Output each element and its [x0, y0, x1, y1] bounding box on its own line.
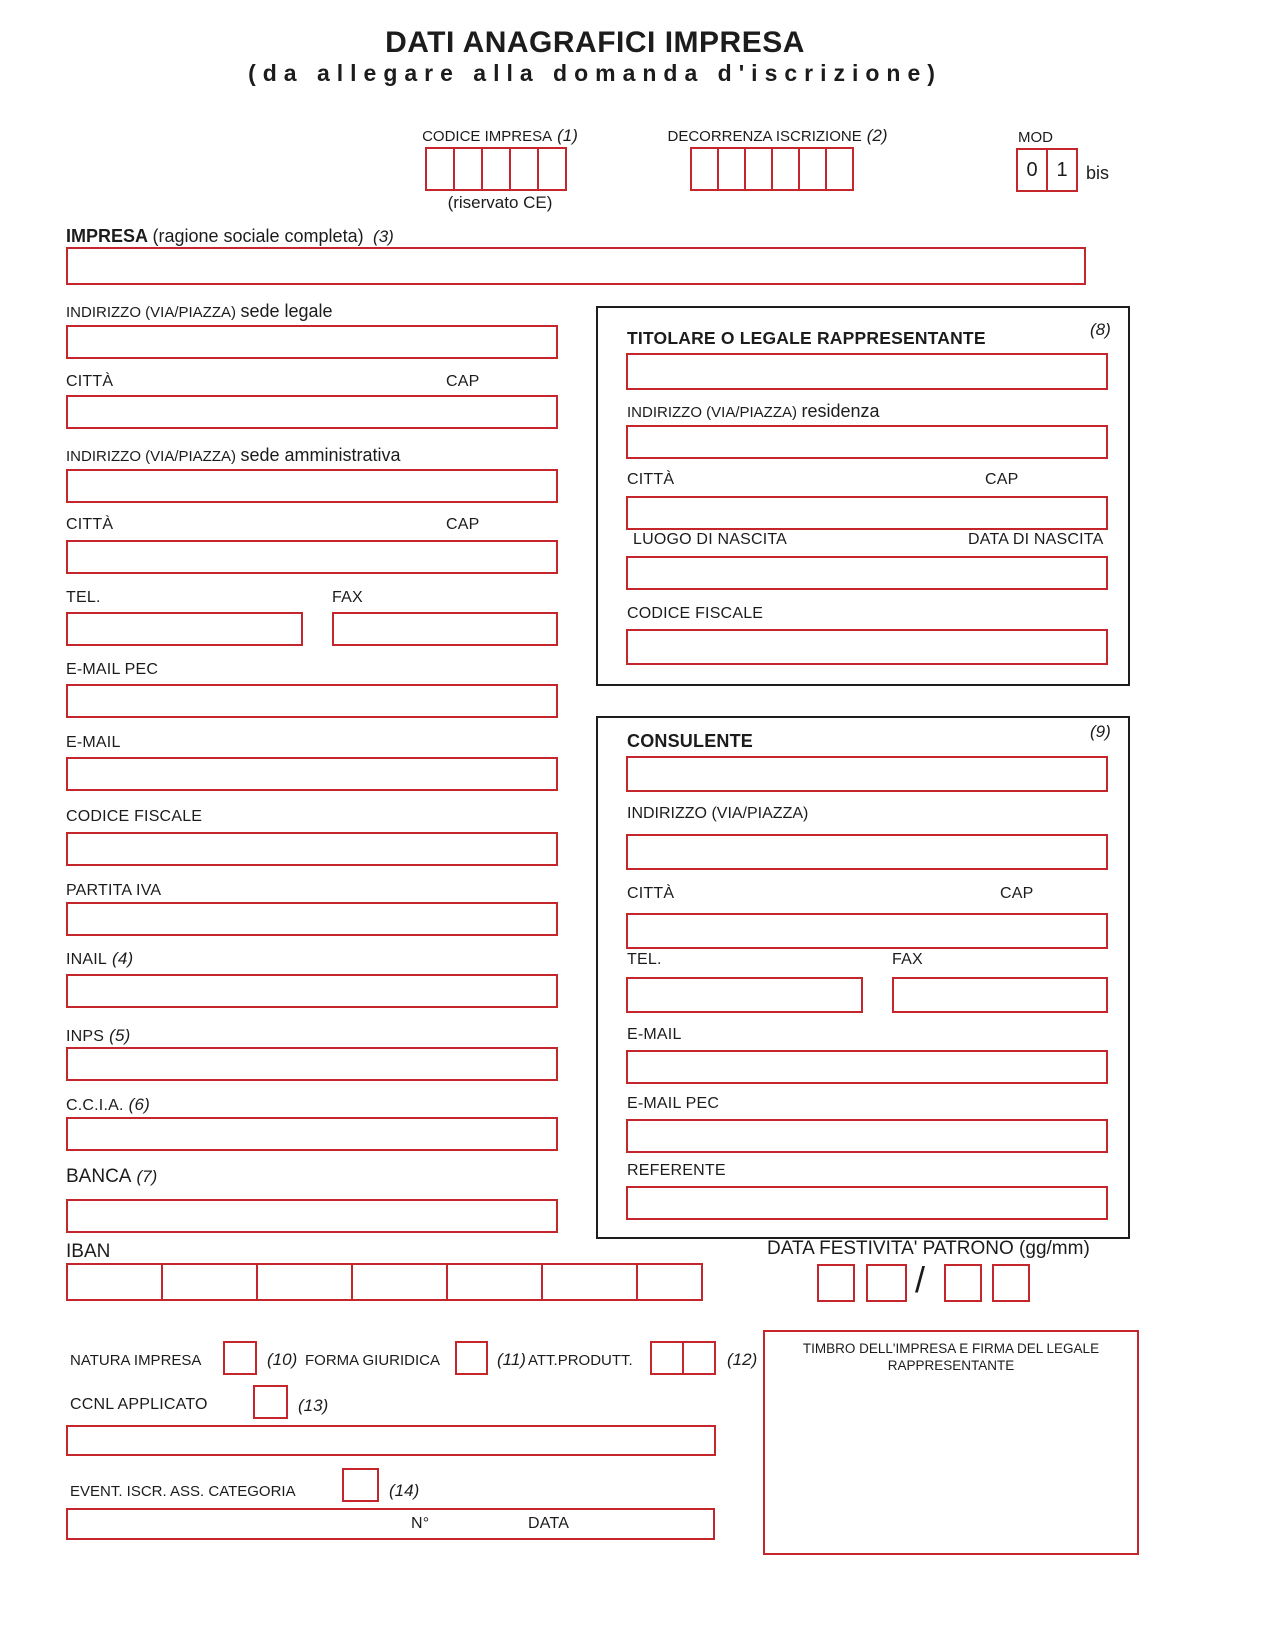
titolare-nascita-input[interactable] [626, 556, 1108, 590]
titolare-citta-label: CITTÀ [627, 471, 675, 488]
impresa-label: IMPRESA (ragione sociale completa) (3) [66, 226, 394, 246]
ccnl-input[interactable] [66, 1425, 716, 1456]
form-header [0, 26, 1190, 87]
consulente-email-label: E-MAIL [627, 1026, 682, 1043]
titolare-codice-fiscale-input[interactable] [626, 629, 1108, 665]
page-title: DATI ANAGRAFICI IMPRESA [385, 26, 805, 59]
inps-input[interactable] [66, 1047, 558, 1081]
sede-legale-input[interactable] [66, 325, 558, 359]
codice-fiscale-input[interactable] [66, 832, 558, 866]
citta-amministrativa-label: CITTÀ [66, 516, 114, 533]
patrono-month-cell-1[interactable] [944, 1264, 982, 1302]
titolare-cap-label: CAP [985, 471, 1019, 488]
iban-cell[interactable] [541, 1263, 638, 1301]
patrono-separator: / [915, 1259, 926, 1300]
banca-input[interactable] [66, 1199, 558, 1233]
consulente-citta-label: CITTÀ [627, 885, 675, 902]
iban-label: IBAN [66, 1241, 111, 1262]
codice-impresa-cell[interactable] [453, 147, 483, 191]
patrono-label: DATA FESTIVITA' PATRONO (gg/mm) [767, 1238, 1090, 1259]
iban-cell[interactable] [256, 1263, 353, 1301]
ccia-input[interactable] [66, 1117, 558, 1151]
impresa-input[interactable] [66, 247, 1086, 285]
partita-iva-label: PARTITA IVA [66, 882, 162, 899]
iban-cell[interactable] [446, 1263, 543, 1301]
event-iscr-input[interactable] [66, 1508, 715, 1540]
codice-impresa-note: (riservato CE) [447, 193, 553, 212]
consulente-nome-input[interactable] [626, 756, 1108, 792]
codice-impresa-cell[interactable] [537, 147, 567, 191]
decorrenza-cells [690, 147, 854, 191]
titolare-indirizzo-input[interactable] [626, 425, 1108, 459]
mod-cells [1016, 148, 1078, 192]
ccnl-label: CCNL APPLICATO [70, 1396, 208, 1413]
event-iscr-ref: (14) [389, 1481, 420, 1500]
numero-label: N° [411, 1515, 430, 1532]
cap-legale-label: CAP [446, 373, 480, 390]
decorrenza-cell[interactable] [690, 147, 719, 191]
decorrenza-cell[interactable] [798, 147, 827, 191]
iban-cell[interactable] [161, 1263, 258, 1301]
codice-impresa-cell[interactable] [425, 147, 455, 191]
consulente-email-pec-label: E-MAIL PEC [627, 1095, 720, 1112]
decorrenza-cell[interactable] [771, 147, 800, 191]
consulente-referente-label: REFERENTE [627, 1162, 726, 1179]
sede-amministrativa-input[interactable] [66, 469, 558, 503]
titolare-nome-input[interactable] [626, 353, 1108, 390]
timbro-box [763, 1330, 1139, 1555]
iban-cell[interactable] [636, 1263, 703, 1301]
consulente-tel-input[interactable] [626, 977, 863, 1013]
decorrenza-cell[interactable] [744, 147, 773, 191]
banca-label: BANCA (7) [66, 1166, 158, 1187]
titolare-header: TITOLARE O LEGALE RAPPRESENTANTE [627, 328, 986, 348]
consulente-fax-label: FAX [892, 951, 923, 968]
consulente-tel-label: TEL. [627, 951, 662, 968]
event-iscr-code-input[interactable] [342, 1468, 379, 1502]
ccnl-code-input[interactable] [253, 1385, 288, 1419]
patrono-day-cell-2[interactable] [866, 1264, 907, 1302]
iban-cells [66, 1263, 703, 1301]
tel-input[interactable] [66, 612, 303, 646]
iban-cell[interactable] [66, 1263, 163, 1301]
data-nascita-label: DATA DI NASCITA [968, 531, 1104, 548]
sede-amministrativa-label: INDIRIZZO (VIA/PIAZZA) sede amministrativa [66, 445, 401, 465]
tel-label: TEL. [66, 589, 101, 606]
att-produtt-cell[interactable] [682, 1341, 716, 1375]
data-label: DATA [528, 1515, 570, 1532]
citta-amministrativa-input[interactable] [66, 540, 558, 574]
partita-iva-input[interactable] [66, 902, 558, 936]
consulente-citta-input[interactable] [626, 913, 1108, 949]
email-input[interactable] [66, 757, 558, 791]
titolare-ref: (8) [1090, 320, 1111, 339]
mod-label: MOD [1018, 129, 1053, 146]
page-subtitle: (da allegare alla domanda d'iscrizione) [248, 60, 942, 86]
codice-impresa-label: CODICE IMPRESA (1) [422, 126, 578, 145]
decorrenza-cell[interactable] [825, 147, 854, 191]
inail-label: INAIL (4) [66, 949, 134, 968]
fax-label: FAX [332, 589, 363, 606]
codice-impresa-cell[interactable] [481, 147, 511, 191]
codice-impresa-cell[interactable] [509, 147, 539, 191]
luogo-nascita-label: LUOGO DI NASCITA [633, 531, 788, 548]
att-produtt-cell[interactable] [650, 1341, 684, 1375]
patrono-month-cell-2[interactable] [992, 1264, 1030, 1302]
sede-legale-label: INDIRIZZO (VIA/PIAZZA) sede legale [66, 301, 333, 321]
consulente-ref: (9) [1090, 722, 1111, 741]
cap-amministrativa-label: CAP [446, 516, 480, 533]
event-iscr-label: EVENT. ISCR. ASS. CATEGORIA [70, 1483, 296, 1500]
codice-fiscale-label: CODICE FISCALE [66, 808, 203, 825]
ccnl-ref: (13) [298, 1396, 329, 1415]
natura-impresa-label: NATURA IMPRESA [70, 1352, 202, 1369]
titolare-citta-input[interactable] [626, 496, 1108, 530]
consulente-email-input[interactable] [626, 1050, 1108, 1084]
email-pec-label: E-MAIL PEC [66, 661, 159, 678]
consulente-email-pec-input[interactable] [626, 1119, 1108, 1153]
timbro-label: TIMBRO DELL'IMPRESA E FIRMA DEL LEGALE RAPPRESENTANTE [802, 1341, 1100, 1373]
consulente-indirizzo-input[interactable] [626, 834, 1108, 870]
inps-label: INPS (5) [66, 1026, 131, 1045]
ccia-label: C.C.I.A. (6) [66, 1095, 150, 1114]
natura-impresa-input[interactable] [223, 1341, 257, 1375]
mod-cell-1[interactable]: 1 [1046, 148, 1078, 192]
decorrenza-label: DECORRENZA ISCRIZIONE (2) [667, 126, 888, 145]
forma-giuridica-label: FORMA GIURIDICA [305, 1352, 441, 1369]
consulente-referente-input[interactable] [626, 1186, 1108, 1220]
mod-bis-label: bis [1086, 163, 1110, 183]
att-produtt-label: ATT.PRODUTT. [528, 1352, 633, 1369]
fax-input[interactable] [332, 612, 558, 646]
inail-input[interactable] [66, 974, 558, 1008]
patrono-day-cell-1[interactable] [817, 1264, 855, 1302]
natura-impresa-ref: (10) [267, 1350, 298, 1369]
att-produtt-cells [650, 1341, 716, 1375]
iban-cell[interactable] [351, 1263, 448, 1301]
mod-cell-0[interactable]: 0 [1016, 148, 1048, 192]
att-produtt-ref: (12) [727, 1350, 758, 1369]
forma-giuridica-ref: (11) [497, 1350, 526, 1369]
codice-impresa-cells [425, 147, 567, 191]
consulente-fax-input[interactable] [892, 977, 1108, 1013]
email-pec-input[interactable] [66, 684, 558, 718]
citta-legale-label: CITTÀ [66, 373, 114, 390]
consulente-cap-label: CAP [1000, 885, 1034, 902]
forma-giuridica-input[interactable] [455, 1341, 488, 1375]
citta-legale-input[interactable] [66, 395, 558, 429]
titolare-indirizzo-label: INDIRIZZO (VIA/PIAZZA) residenza [627, 401, 880, 421]
email-label: E-MAIL [66, 734, 121, 751]
titolare-codice-fiscale-label: CODICE FISCALE [627, 605, 764, 622]
consulente-header: CONSULENTE [627, 731, 754, 751]
consulente-indirizzo-label: INDIRIZZO (VIA/PIAZZA) [627, 805, 809, 822]
decorrenza-cell[interactable] [717, 147, 746, 191]
